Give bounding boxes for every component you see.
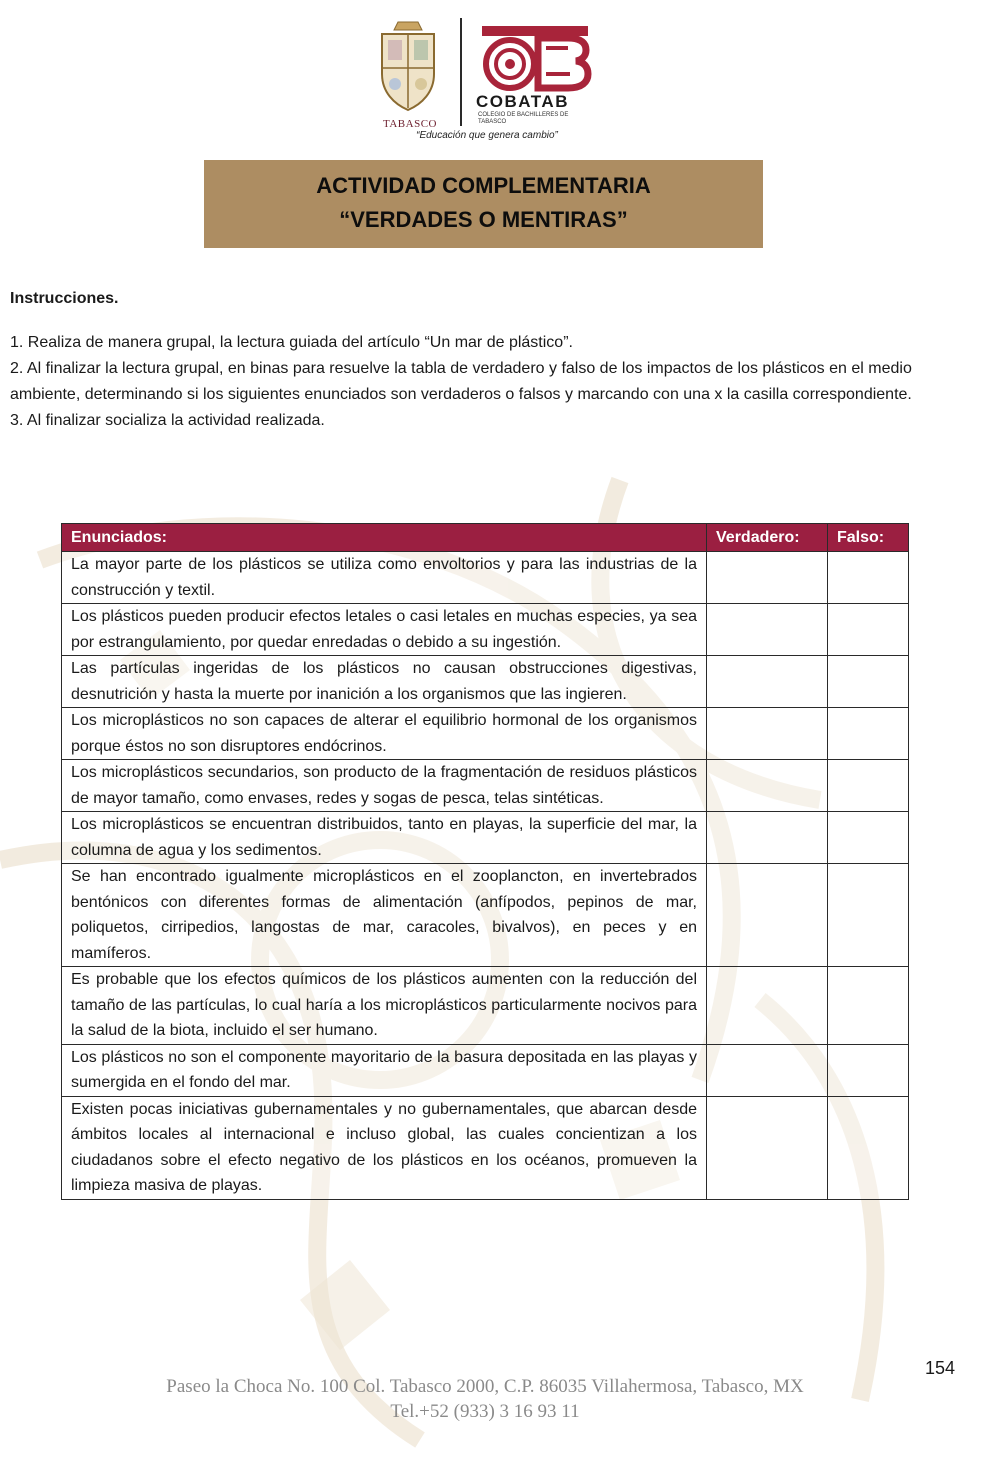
brand-subtitle: COLEGIO DE BACHILLERES DE TABASCO	[478, 112, 569, 125]
table-row	[62, 656, 909, 708]
true-checkbox-cell[interactable]	[707, 708, 828, 760]
true-checkbox-cell[interactable]	[707, 812, 828, 864]
footer	[0, 1374, 970, 1424]
false-checkbox-cell[interactable]	[828, 708, 909, 760]
statement-cell: Existen pocas iniciativas gubernamentales y no gubernamentales, que abarcan desde ámbitos locales al internacional e incluso global, las cuales concientizan a los ciudadanos sobre el efecto negativo de los plásticos en los océanos, promueven la limpieza masiva de playas.	[62, 1096, 707, 1199]
instruction-item: 1. Realiza de manera grupal, la lectura guiada del artículo “Un mar de plástico”.	[10, 334, 573, 351]
crest-caption: TABASCO	[383, 118, 437, 130]
false-checkbox-cell[interactable]	[828, 760, 909, 812]
table-row	[62, 1044, 909, 1096]
false-checkbox-cell[interactable]	[828, 552, 909, 604]
statement-cell: Los plásticos pueden producir efectos letales o casi letales en muchas especies, ya sea por estrangulamiento, por quedar enredadas o debido a su ingestión.	[62, 604, 707, 656]
statement-cell: Se han encontrado igualmente microplásticos en el zooplancton, en invertebrados bentónicos con diferentes formas de alimentación (anfípodos, pepinos de mar, poliquetos, cirripedios, langostas de mar, caracoles, bivalvos), en peces y en mamíferos.	[62, 864, 707, 967]
header-logos	[372, 14, 632, 149]
header-true: Verdadero:	[707, 524, 828, 552]
true-checkbox-cell[interactable]	[707, 656, 828, 708]
true-checkbox-cell[interactable]	[707, 864, 828, 967]
title-box	[204, 160, 763, 248]
false-checkbox-cell[interactable]	[828, 864, 909, 967]
true-false-table	[61, 523, 909, 1200]
table-row	[62, 604, 909, 656]
footer-phone: Tel.+52 (933) 3 16 93 11	[390, 1401, 580, 1422]
footer-address: Paseo la Choca No. 100 Col. Tabasco 2000, C.P. 86035 Villahermosa, Tabasco, MX	[166, 1376, 804, 1397]
statement-cell: Los microplásticos se encuentran distribuidos, tanto en playas, la superficie del mar, la columna de agua y los sedimentos.	[62, 812, 707, 864]
header-statements: Enunciados:	[62, 524, 707, 552]
statement-cell: La mayor parte de los plásticos se utiliza como envoltorios y para las industrias de la construcción y textil.	[62, 552, 707, 604]
table-row	[62, 864, 909, 967]
true-checkbox-cell[interactable]	[707, 760, 828, 812]
true-checkbox-cell[interactable]	[707, 1044, 828, 1096]
slogan: “Educación que genera cambio”	[416, 130, 558, 141]
true-checkbox-cell[interactable]	[707, 552, 828, 604]
instructions-list	[10, 330, 965, 434]
table-header-row	[62, 524, 909, 552]
page-number: 154	[925, 1358, 956, 1378]
statement-cell: Los plásticos no son el componente mayoritario de la basura depositada en las playas y sumergida en el fondo del mar.	[62, 1044, 707, 1096]
instructions-heading: Instrucciones.	[10, 290, 119, 307]
true-checkbox-cell[interactable]	[707, 1096, 828, 1199]
brand-name: COBATAB	[476, 92, 569, 111]
statement-cell: Los microplásticos no son capaces de alterar el equilibrio hormonal de los organismos porque éstos no son disruptores endócrinos.	[62, 708, 707, 760]
false-checkbox-cell[interactable]	[828, 812, 909, 864]
instruction-item: 2. Al finalizar la lectura grupal, en binas para resuelve la tabla de verdadero y falso de los impactos de los plásticos en el medio ambiente, determinando si los siguientes enunciados son verdaderos o falsos y marcando con una x la casilla correspondiente.	[10, 360, 912, 403]
false-checkbox-cell[interactable]	[828, 656, 909, 708]
statement-cell: Los microplásticos secundarios, son producto de la fragmentación de residuos plásticos de mayor tamaño, como envases, redes y sogas de pesca, telas sintéticas.	[62, 760, 707, 812]
cobatab-logo-icon	[476, 24, 592, 92]
table-row	[62, 708, 909, 760]
false-checkbox-cell[interactable]	[828, 1044, 909, 1096]
true-checkbox-cell[interactable]	[707, 604, 828, 656]
table-row	[62, 1096, 909, 1199]
instruction-item: 3. Al finalizar socializa la actividad realizada.	[10, 412, 325, 429]
tabasco-crest-icon	[376, 20, 440, 114]
table-row	[62, 552, 909, 604]
table-row	[62, 760, 909, 812]
statement-cell: Es probable que los efectos químicos de los plásticos aumenten con la reducción del tamaño de las partículas, lo cual haría a los microplásticos particularmente nocivos para la salud de la biota, incluido el ser humano.	[62, 967, 707, 1045]
false-checkbox-cell[interactable]	[828, 604, 909, 656]
title-line-2: “VERDADES O MENTIRAS”	[339, 207, 628, 232]
header-false: Falso:	[828, 524, 909, 552]
false-checkbox-cell[interactable]	[828, 967, 909, 1045]
true-checkbox-cell[interactable]	[707, 967, 828, 1045]
logo-divider	[460, 18, 462, 126]
statement-cell: Las partículas ingeridas de los plásticos no causan obstrucciones digestivas, desnutrición y hasta la muerte por inanición a los organismos que las ingieren.	[62, 656, 707, 708]
title-line-1: ACTIVIDAD COMPLEMENTARIA	[316, 173, 651, 198]
false-checkbox-cell[interactable]	[828, 1096, 909, 1199]
table-row	[62, 812, 909, 864]
table-row	[62, 967, 909, 1045]
